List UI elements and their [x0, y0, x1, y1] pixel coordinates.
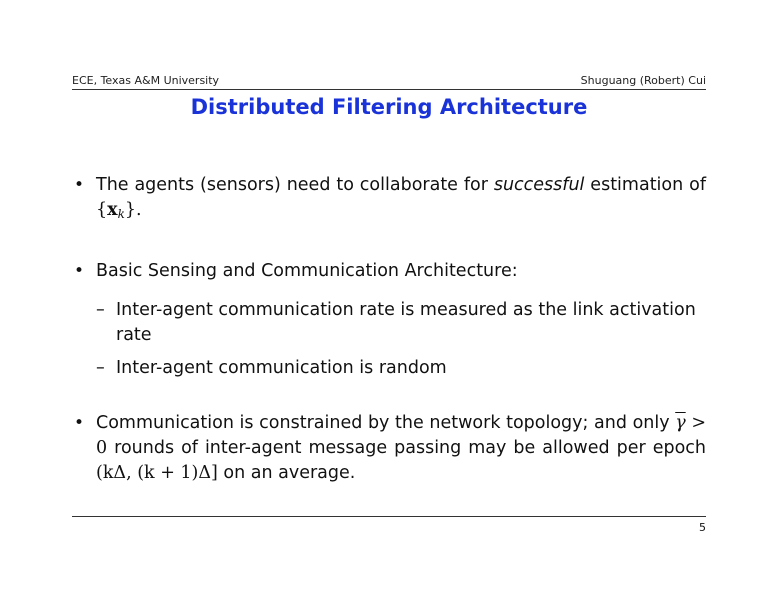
header-author: Shuguang (Robert) Cui: [580, 74, 706, 87]
sub-dash: –: [96, 358, 105, 378]
math-close-brace: }.: [124, 200, 142, 220]
bullet-text-before: Communication is constrained by the network topology; and only: [96, 413, 676, 433]
bullet-text-mid: rounds of inter-agent message passing may be allowed per epoch: [107, 438, 706, 458]
subitem-text: Inter-agent communication is random: [116, 358, 447, 378]
page-number: 5: [699, 521, 706, 534]
slide-header: [72, 74, 706, 87]
bullet-text-after: estimation of: [584, 175, 706, 195]
math-set: [96, 200, 142, 220]
math-epoch-interval: (kΔ, (k + 1)Δ]: [96, 463, 218, 483]
bullet-emphasis: successful: [493, 175, 585, 195]
bullet-dot: •: [74, 261, 85, 281]
sub-dash: –: [96, 300, 105, 320]
slide-content: [72, 173, 706, 486]
bullet-collaboration: [72, 173, 706, 227]
math-vector-x: x: [107, 200, 118, 220]
header-affiliation: ECE, Texas A&M University: [72, 74, 220, 87]
subitem-text: Inter-agent communication rate is measured as the link activation rate: [116, 300, 696, 345]
math-gamma-bar: $\overline{\gamma}$: [675, 413, 686, 433]
bullet-dot: •: [74, 413, 85, 433]
bullet-communication-constraint: [72, 411, 706, 486]
bullet-text-before: The agents (sensors) need to collaborate for: [96, 175, 494, 195]
bullet-text-after: on an average.: [217, 463, 356, 483]
math-open-brace: {: [96, 200, 108, 220]
footer-rule: [72, 516, 706, 517]
bullet-architecture: [72, 259, 706, 284]
slide-title: Distributed Filtering Architecture: [190, 95, 588, 119]
math-subscript-k: k: [117, 207, 125, 221]
bullet-text: Basic Sensing and Communication Architecture:: [96, 261, 518, 281]
subitem-random: [72, 356, 706, 381]
subitem-rate: [72, 298, 706, 348]
header-rule: [72, 89, 706, 90]
bullet-dot: •: [74, 175, 85, 195]
math-greater-than-zero: > 0: [96, 413, 706, 458]
